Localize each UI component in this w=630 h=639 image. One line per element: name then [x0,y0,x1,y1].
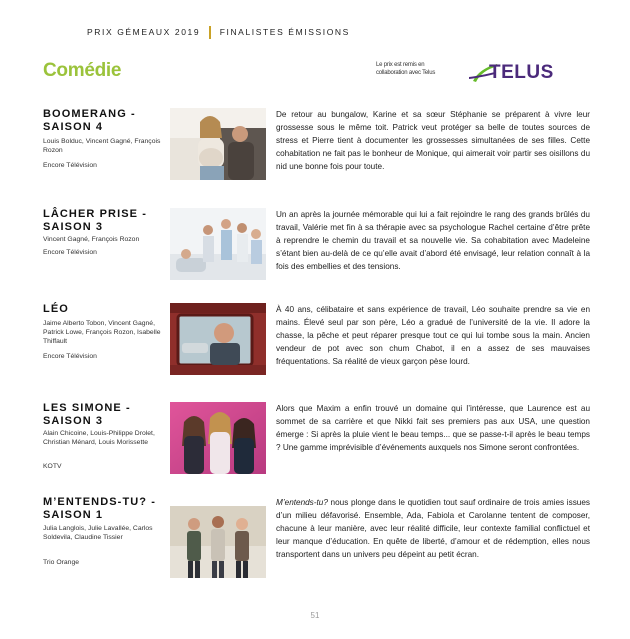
running-header [87,25,350,39]
show-credits: Jaime Alberto Tobon, Vincent Gagné, Patrick Lowe, François Rozon, Isabelle Thiffault [43,320,161,345]
header-right-text: FINALISTES ÉMISSIONS [219,27,350,37]
three-friends-photo [170,506,266,578]
category-title: Comédie [43,60,122,81]
show-title: LES SIMONE - SAISON 3 [43,402,131,427]
show-credits: Louis Bolduc, Vincent Gagné, François Rozon [43,138,161,154]
group-photo [170,208,266,280]
show-description [276,496,590,561]
show-producer: Encore Télévision [43,249,97,256]
finalist-entry [43,402,591,482]
show-description: Un an après la journée mémorable qui lui a fait rejoindre le rang des grands brûlés du travail, Valérie met fin à sa thérapie avec sa psychologue Rachel certaine d’être prête à reprendre le chemin du travail et sa nouvelle vie. Sa cohabitation avec Madeleine s’étant bien au-delà de ce qu’elle avait d’abord été envisagé, leur relation connaît à la fois des embellies et des tensions. [276,210,590,271]
partner-note-line1: Le prix est remis en [376,62,425,68]
couple-photo [170,108,266,180]
show-title: LÂCHER PRISE - SAISON 3 [43,208,148,233]
show-credits: Julia Langlois, Julie Lavallée, Carlos Soldevila, Claudine Tissier [43,525,153,541]
show-description: De retour au bungalow, Karine et sa sœur Stéphanie se préparent à vivre leur grossesse sous le même toit. Patrick veut protéger sa belle de toutes sources de stress et Pierre tient à documenter les grossesses simultanées de ses filles. Cette cohabitation ne fait pas le bonheur de Monique, qui aimerait voir partir ses oisillons du nid une bonne fois pour toute. [276,110,590,171]
show-description: À 40 ans, célibataire et sans expérience de travail, Léo souhaite prendre sa vie en mains. Élevé seul par son père, Léo a gradué de l’université de la vie. Il adore la chasse, la pêche et peut réparer presque tout ce qui lui tombe sous la main. Ancien vendeur de pot avec son chum Chabot, il en a assez de ses mauvaises fréquentations. Sa réalité de vieux garçon pèse lourd. [276,305,590,366]
show-producer: Encore Télévision [43,162,97,169]
three-women-photo [170,402,266,474]
show-description-italic: M’entends-tu? [276,498,328,507]
finalist-entry [43,108,591,188]
show-description-text: nous plonge dans le quotidien tout sauf ordinaire de trois amies issues d’un milieu défavorisé. Ensemble, Ada, Fabiola et Carolanne tentent de composer, chacune à leur manière, avec leur réalité difficile, leur contexte familial conflictuel et leur manque d’éducation. En quête de liberté, d’amour et de rédemption, elles nous transportent dans un univers peu dépeint au petit écran. [276,498,590,559]
show-credits: Alain Chicoine, Louis-Philippe Drolet, Christian Ménard, Louis Morissette [43,430,155,446]
show-title: LÉO [43,303,69,315]
finalist-entry [43,303,591,383]
finalist-entry [43,208,591,288]
header-separator [209,26,211,39]
telus-logo [467,60,591,86]
show-description: Alors que Maxim a enfin trouvé un domaine qui l’intéresse, que Laurence est au sommet de sa carrière et que Nikki fait ses premiers pas aux USA, une question émerge : Si après la pluie vient le beau temps... que se passe-t-il après le beau temps ? Une gamme imprévisible d’événements auxquels nos Simone seront confrontées. [276,404,590,452]
show-producer: Encore Télévision [43,353,97,360]
partner-note [376,62,466,77]
man-in-car-photo [170,303,266,375]
show-producer: KOTV [43,463,62,470]
show-credits: Vincent Gagné, François Rozon [43,236,140,243]
partner-note-line2: collaboration avec Telus [376,69,436,76]
finalist-entry [43,496,591,576]
telus-wordmark: TELUS [489,62,554,83]
page-number: 51 [310,611,320,620]
show-title: M’ENTENDS-TU? - SAISON 1 [43,496,157,521]
header-left-text: PRIX GÉMEAUX 2019 [87,27,201,37]
show-producer: Trio Orange [43,559,80,566]
show-title: BOOMERANG - SAISON 4 [43,108,136,133]
